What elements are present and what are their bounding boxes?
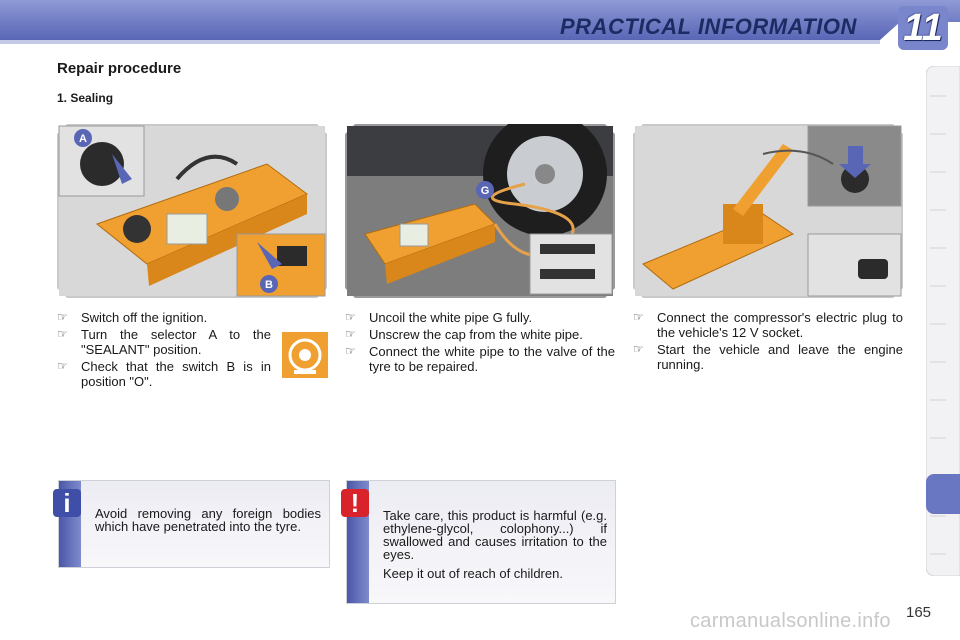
list-item: ☞ Connect the white pipe to the valve of the tyre to be repaired. bbox=[345, 344, 615, 374]
warning-icon: ! bbox=[341, 489, 369, 517]
info-text: Avoid removing any foreign bodies which have penetrated into the tyre. bbox=[95, 506, 321, 534]
warning-text: Take care, this product is harmful (e.g. ethylene-glycol, colophony...) if swallowed and causes irritation to the eyes. bbox=[383, 508, 607, 562]
steps-column-middle bbox=[345, 310, 615, 376]
list-item: ☞ Switch off the ignition. bbox=[57, 310, 208, 325]
sealant-kit-icon bbox=[282, 332, 328, 378]
active-chapter-tab[interactable] bbox=[926, 474, 960, 514]
info-icon: i bbox=[53, 489, 81, 517]
label-g: G bbox=[480, 185, 490, 197]
chapter-number: 11 bbox=[903, 7, 943, 49]
steps-column-right bbox=[633, 310, 903, 374]
list-item: ☞ Check that the switch B is in position "O". bbox=[57, 359, 271, 389]
hand-pointer-icon: ☞ bbox=[57, 327, 68, 341]
watermark: carmanualsonline.info bbox=[690, 610, 891, 632]
subsection-title: 1. Sealing bbox=[57, 91, 114, 105]
illustration-socket bbox=[633, 124, 903, 298]
label-b: B bbox=[265, 279, 273, 291]
warning-box bbox=[346, 480, 616, 604]
hand-pointer-icon: ☞ bbox=[345, 344, 356, 358]
page-number: 165 bbox=[906, 604, 932, 621]
list-item: ☞ Uncoil the white pipe G fully. bbox=[345, 310, 533, 325]
label-a: A bbox=[79, 133, 87, 145]
list-item: ☞ Unscrew the cap from the white pipe. bbox=[345, 327, 583, 342]
hand-pointer-icon: ☞ bbox=[633, 310, 644, 324]
illustration-kit-selector bbox=[57, 124, 327, 298]
illustration-tyre-pipe bbox=[345, 124, 615, 298]
hand-pointer-icon: ☞ bbox=[345, 327, 356, 341]
hand-pointer-icon: ☞ bbox=[633, 342, 644, 356]
list-item: ☞ Start the vehicle and leave the engine running. bbox=[633, 342, 903, 372]
section-title: Repair procedure bbox=[57, 60, 182, 77]
hand-pointer-icon: ☞ bbox=[57, 359, 68, 373]
info-box bbox=[58, 480, 330, 568]
hand-pointer-icon: ☞ bbox=[345, 310, 356, 324]
page-header bbox=[0, 0, 960, 52]
warning-text-keep-away: Keep it out of reach of children. bbox=[383, 566, 563, 581]
steps-column-left bbox=[57, 310, 271, 391]
list-item: ☞ Turn the selector A to the "SEALANT" position. bbox=[57, 327, 271, 357]
list-item: ☞ Connect the compressor's electric plug to the vehicle's 12 V socket. bbox=[633, 310, 903, 340]
hand-pointer-icon: ☞ bbox=[57, 310, 68, 324]
chapter-title: PRACTICAL INFORMATION bbox=[560, 14, 857, 39]
